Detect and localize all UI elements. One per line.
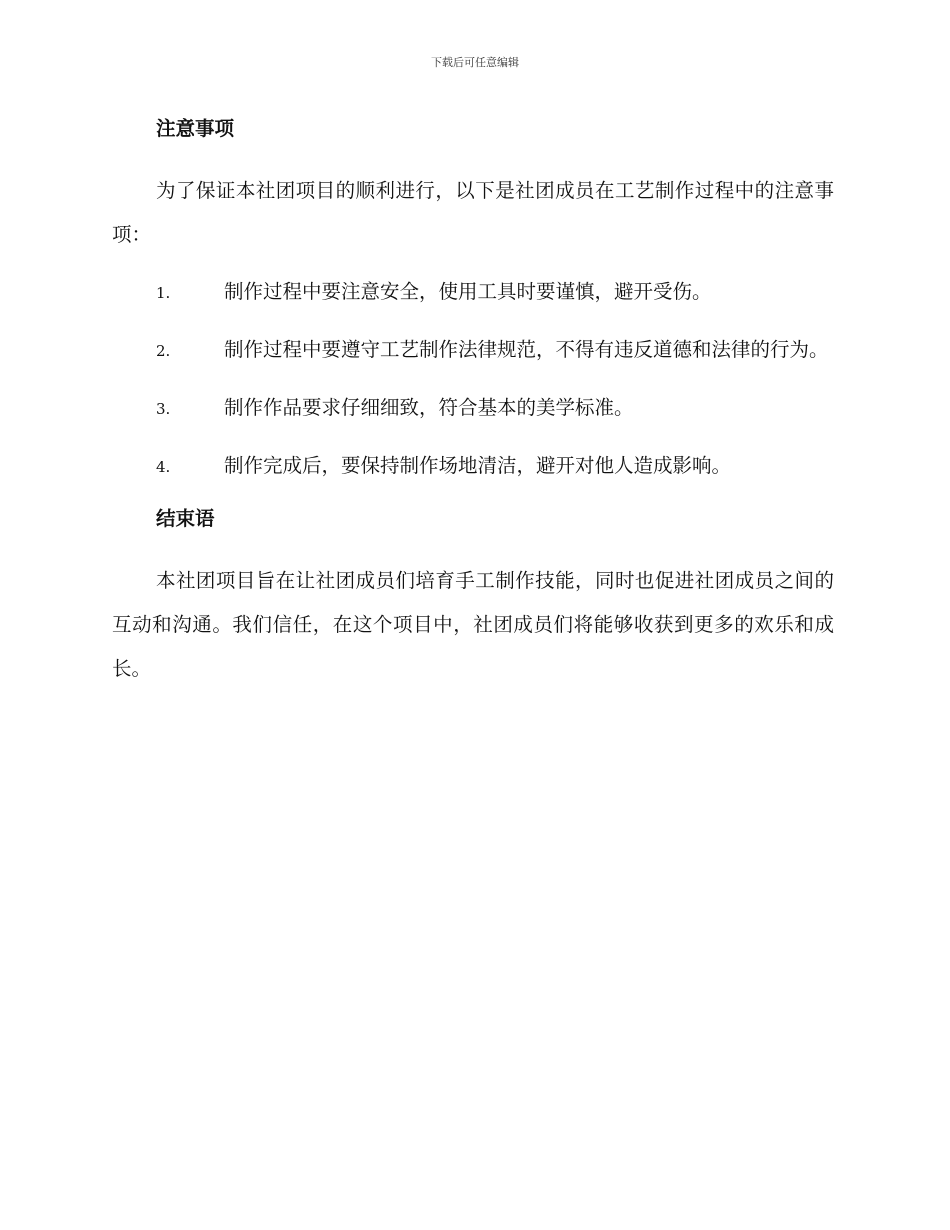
list-item (112, 386, 834, 431)
list-item-text: 制作过程中要遵守工艺制作法律规范，不得有违反道德和法律的行为。 (224, 338, 829, 361)
document-body (112, 112, 834, 704)
list-item (112, 270, 834, 315)
notes-intro-paragraph: 为了保证本社团项目的顺利进行，以下是社团成员在工艺制作过程中的注意事项： (112, 179, 834, 246)
conclusion-paragraph: 本社团项目旨在让社团成员们培育手工制作技能，同时也促进社团成员之间的互动和沟通。我们信任，在这个项目中，社团成员们将能够收获到更多的欢乐和成长。 (112, 569, 834, 680)
list-item-text: 制作完成后，要保持制作场地清洁，避开对他人造成影响。 (224, 454, 732, 477)
list-item (112, 444, 834, 489)
header-note: 下载后可任意编辑 (431, 56, 519, 69)
list-item-number: 4. (156, 458, 171, 476)
list-item-number: 1. (156, 284, 171, 302)
list-item-number: 2. (156, 342, 171, 360)
section-heading-notes: 注意事项 (156, 117, 235, 140)
list-item-text: 制作过程中要注意安全，使用工具时要谨慎，避开受伤。 (224, 280, 712, 303)
list-item-number: 3. (156, 400, 171, 418)
section-heading-conclusion: 结束语 (156, 507, 215, 530)
list-item (112, 328, 834, 373)
list-item-text: 制作作品要求仔细细致，符合基本的美学标准。 (224, 396, 634, 419)
